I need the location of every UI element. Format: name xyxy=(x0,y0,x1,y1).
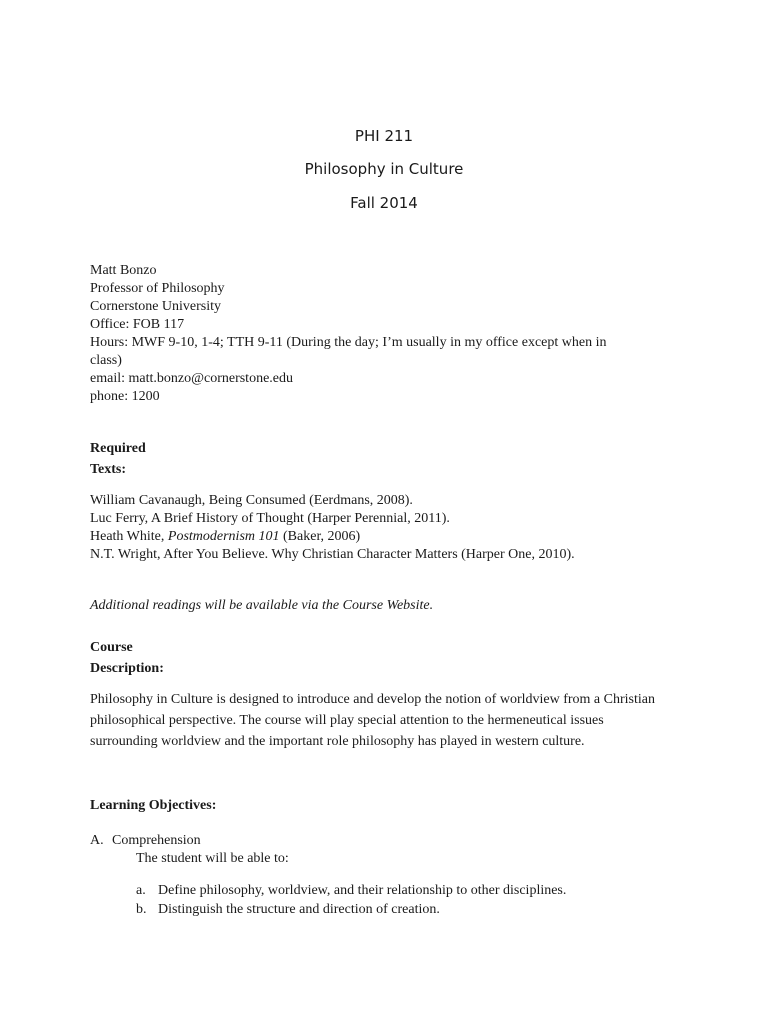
instructor-hours: Hours: MWF 9-10, 1-4; TTH 9-11 (During the day; I’m usually in my office except when in xyxy=(90,335,607,350)
instructor-office: Office: FOB 117 xyxy=(90,317,185,332)
section-marker: A. xyxy=(90,833,104,848)
objective-item xyxy=(136,901,440,919)
item-text: Define philosophy, worldview, and their relationship to other disciplines. xyxy=(158,883,567,898)
instructor-email: email: matt.bonzo@cornerstone.edu xyxy=(90,371,293,386)
course-term: Fall 2014 xyxy=(350,194,418,212)
section-label: Comprehension xyxy=(112,833,201,848)
item-marker: a. xyxy=(136,883,146,898)
course-title: Philosophy in Culture xyxy=(304,160,464,178)
learning-objectives-heading: Learning Objectives: xyxy=(90,798,217,813)
book-item: N.T. Wright, After You Believe. Why Christian Character Matters (Harper One, 2010). xyxy=(90,547,575,562)
contact-block xyxy=(90,262,606,406)
course-code: PHI 211 xyxy=(354,127,414,145)
required-texts-heading: Required Texts: xyxy=(90,441,146,477)
additional-readings-note: Additional readings will be available via the Course Website. xyxy=(90,598,434,613)
instructor-hours-cont: class) xyxy=(90,353,122,368)
item-marker: b. xyxy=(136,902,147,917)
instructor-title: Professor of Philosophy xyxy=(90,281,225,296)
book-list xyxy=(90,492,575,564)
book-item: Heath White, Postmodernism 101 (Baker, 2006) xyxy=(90,529,361,544)
objective-item xyxy=(136,882,566,900)
instructor-phone: phone: 1200 xyxy=(90,389,160,404)
item-text: Distinguish the structure and direction of creation. xyxy=(158,902,440,917)
book-title: Postmodernism 101 xyxy=(167,529,280,544)
course-description-body: Philosophy in Culture is designed to introduce and develop the notion of worldview from a Christian philosophical perspective. The course will play special attention to the hermeneutical issues surrounding worldview and the important role philosophy has played in western culture. xyxy=(90,692,655,749)
book-item: Luc Ferry, A Brief History of Thought (Harper Perennial, 2011). xyxy=(90,511,450,526)
objective-intro: The student will be able to: xyxy=(136,851,289,866)
book-item: William Cavanaugh, Being Consumed (Eerdmans, 2008). xyxy=(90,493,413,508)
instructor-university: Cornerstone University xyxy=(90,299,222,314)
objective-section xyxy=(90,832,201,850)
course-description-heading: Course Description: xyxy=(90,640,164,676)
instructor-name: Matt Bonzo xyxy=(90,263,157,278)
